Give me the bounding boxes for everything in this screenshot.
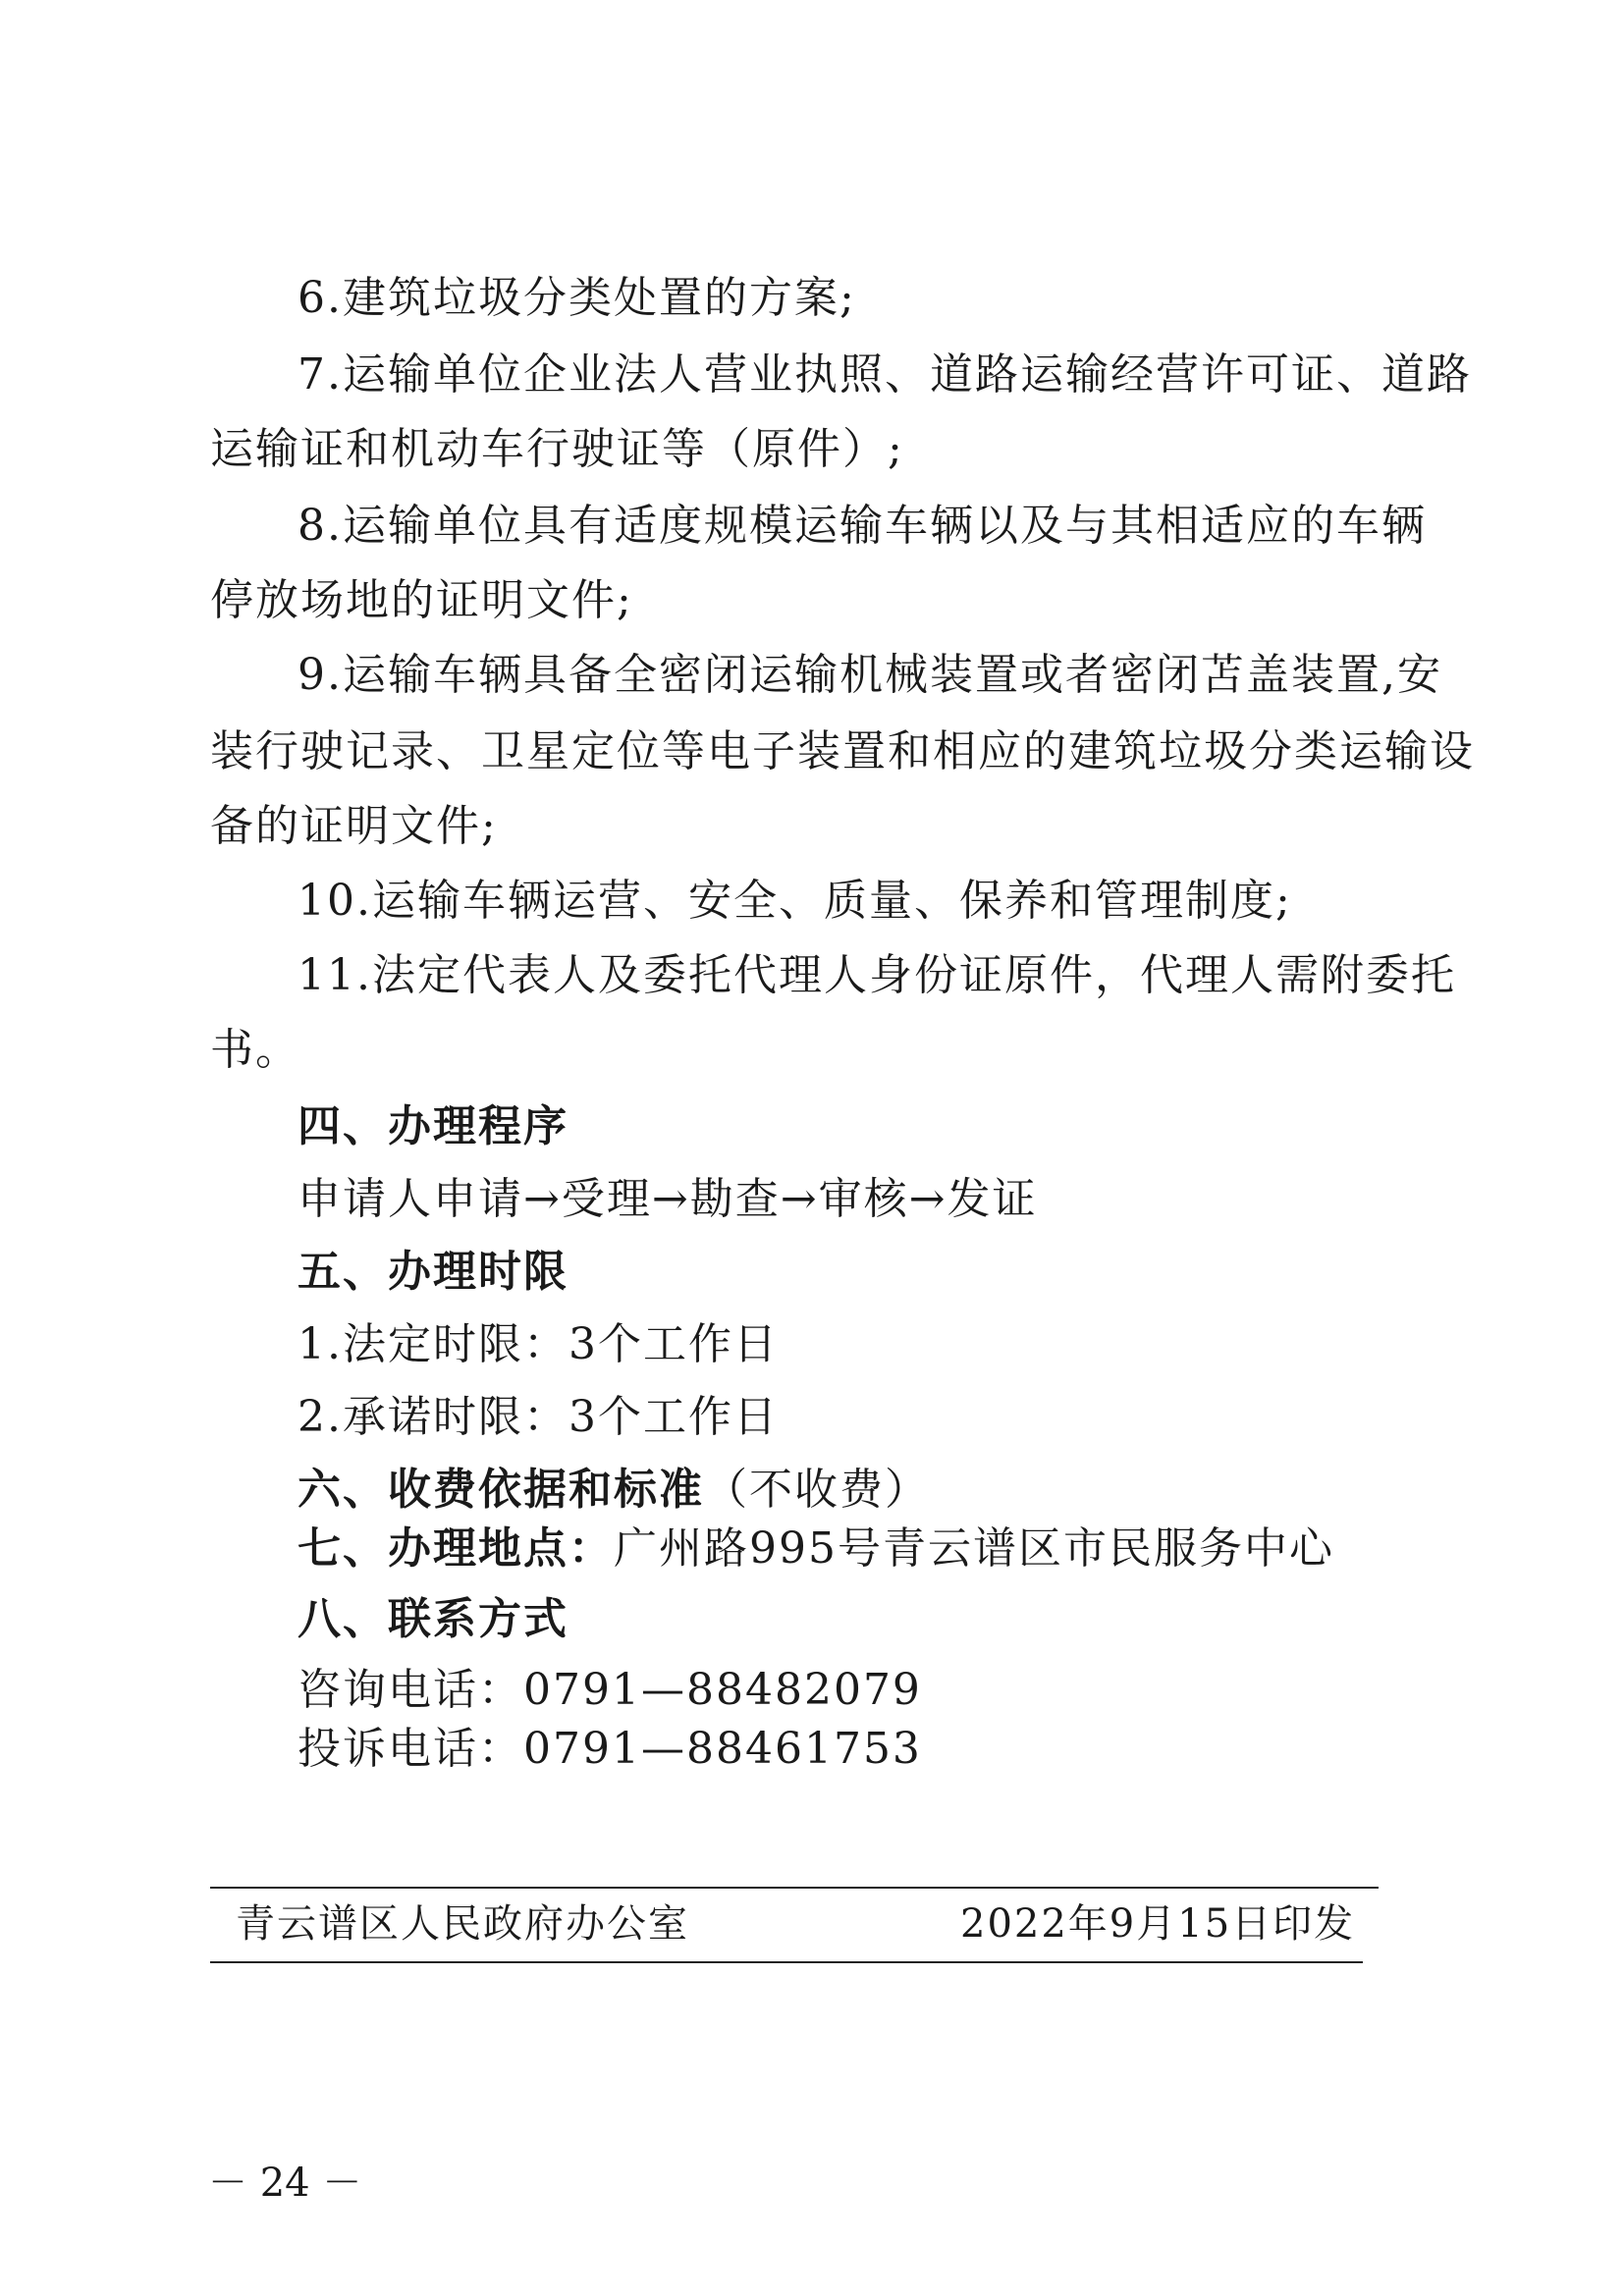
item-6: 6.建筑垃圾分类处置的方案; — [298, 273, 856, 323]
item-11-line-2: 书。 — [210, 1025, 300, 1075]
section-5-title: 五、办理时限 — [298, 1247, 568, 1297]
section-8-title: 八、联系方式 — [298, 1594, 568, 1644]
item-9-line-3: 备的证明文件; — [210, 801, 498, 851]
item-7-line-1: 7.运输单位企业法人营业执照、道路运输经营许可证、道路 — [298, 349, 1472, 400]
section-6-value: （不收费） — [704, 1465, 930, 1515]
footer-top-rule — [210, 1887, 1379, 1889]
item-8-line-1: 8.运输单位具有适度规模运输车辆以及与其相适应的车辆 — [298, 501, 1427, 551]
section-7-value: 广州路995号青云谱区市民服务中心 — [614, 1523, 1334, 1574]
footer-bottom-rule — [210, 1961, 1363, 1963]
section-5-item-2: 2.承诺时限：3个工作日 — [298, 1392, 779, 1442]
item-11-line-1: 11.法定代表人及委托代理人身份证原件，代理人需附委托 — [298, 950, 1456, 1000]
section-4-title: 四、办理程序 — [298, 1101, 568, 1151]
item-9-line-1: 9.运输车辆具备全密闭运输机械装置或者密闭苫盖装置,安 — [298, 650, 1442, 700]
section-7 — [298, 1520, 1334, 1578]
section-5-item-1: 1.法定时限：3个工作日 — [298, 1319, 779, 1369]
section-4-flow: 申请人申请→受理→勘查→审核→发证 — [298, 1174, 1038, 1224]
contact-phone-complaint: 投诉电话：0791—88461753 — [298, 1724, 922, 1774]
section-6 — [298, 1461, 930, 1520]
item-9-line-2: 装行驶记录、卫星定位等电子装置和相应的建筑垃圾分类运输设 — [210, 726, 1475, 776]
footer-issuer: 青云谱区人民政府办公室 — [236, 1901, 689, 1947]
item-8-line-2: 停放场地的证明文件; — [210, 575, 633, 625]
section-6-title: 六、收费依据和标准 — [298, 1465, 704, 1515]
item-10: 10.运输车辆运营、安全、质量、保养和管理制度; — [298, 876, 1292, 926]
contact-phone-consult: 咨询电话：0791—88482079 — [298, 1665, 922, 1715]
item-7-line-2: 运输证和机动车行驶证等（原件）; — [210, 424, 904, 474]
section-7-title: 七、办理地点： — [298, 1523, 614, 1574]
footer-date: 2022年9月15日印发 — [960, 1901, 1356, 1947]
page-number: － 24 － — [208, 2161, 362, 2206]
